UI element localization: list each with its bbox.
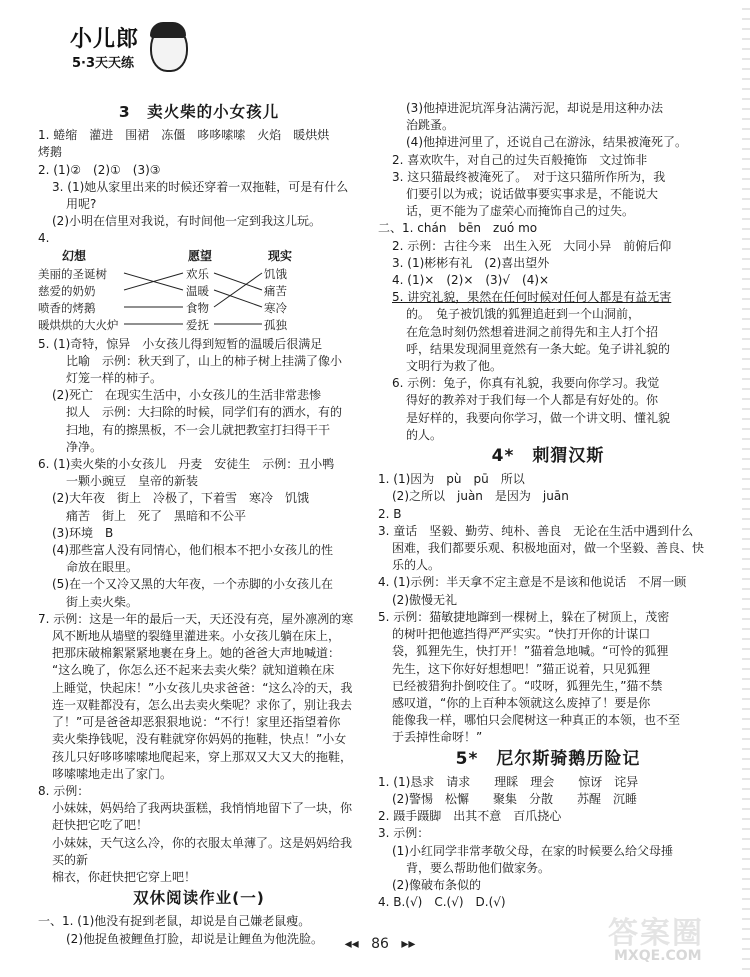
mascot-icon: [150, 24, 188, 72]
answer-line: 4.: [38, 231, 50, 246]
matching-item-fantasy: 慈爱的奶奶: [38, 283, 96, 298]
answer-line: 2. B: [378, 506, 402, 521]
answer-line: 们要引以为戒；说话做事要实事求是，不能说大: [406, 187, 659, 202]
answer-line: 3. 示例：: [378, 826, 430, 841]
page-edge: [742, 0, 750, 977]
answer-line: 小妹妹，天气这么冷，你的衣服太单薄了。这是妈妈给我买的新: [52, 835, 353, 867]
answer-line: 8. 示例：: [38, 783, 90, 798]
prev-arrows-icon: ◂◂: [344, 936, 359, 952]
answer-line: 于丢掉性命呀！”: [392, 730, 483, 745]
answer-line: (2)像破布条似的: [392, 877, 481, 892]
answer-line: 文明行为救了他。: [406, 359, 503, 374]
left-answers-2: [38, 336, 360, 887]
answer-line: 背，要么帮助他们做家务。: [406, 860, 551, 875]
left-answers-1: [38, 127, 360, 247]
answer-line: 街上卖火柴。: [66, 594, 139, 609]
matching-item-reality: 孤独: [264, 317, 287, 332]
matching-item-reality: 饥饿: [264, 266, 287, 281]
page-number-bar: [330, 936, 430, 952]
matching-diagram: [38, 248, 360, 334]
answer-line: 比喻 示例：秋天到了，山上的柿子树上挂满了像小: [66, 353, 343, 368]
answer-line: (2)傲慢无礼: [392, 592, 457, 607]
answer-line: (2)警惕 松懈 聚集 分散 苏醒 沉睡: [392, 791, 637, 806]
logo-title: 小儿郎: [70, 27, 140, 52]
right-answers-1: [378, 100, 718, 444]
answer-line: 了！”可是爸爸却恶狠狠地说：“不行！家里还指望着你: [52, 715, 341, 730]
watermark-url: MXQE.COM: [614, 948, 702, 964]
answer-line: 一、1. (1)他没有捉到老鼠，却说是自己嫌老鼠瘦。: [38, 914, 311, 929]
answer-line: 痛苦 街上 死了 黑暗和不公平: [66, 508, 247, 523]
matching-item-wish: 爱抚: [186, 317, 209, 332]
answer-line: (4)他掉进河里了，还说自己在游泳，结果被淹死了。: [406, 135, 688, 150]
answer-line: 赶快把它吃了吧！: [52, 818, 149, 833]
answer-line: 一颗小豌豆 皇帝的新装: [66, 474, 199, 489]
answer-line: (3)他掉进泥坑浑身沾满污泥，却说是用这种办法: [406, 101, 663, 115]
answer-line: 5. 示例：猫敏捷地蹿到一棵树上，躲在了树顶上，茂密: [378, 609, 670, 624]
answer-line: 上睡觉，快起床！”小女孩儿央求爸爸：“这么冷的天，我: [52, 680, 353, 695]
watermark-text: 答案圈: [608, 916, 704, 951]
lesson-4-title: 4* 刺猬汉斯: [491, 446, 605, 467]
answer-line: 3. 童话 坚毅、勤劳、纯朴、善良 无论在生活中遇到什么: [378, 523, 694, 538]
answer-line: 的树叶把他遮挡得严严实实。“快打开你的计谋口: [392, 627, 651, 642]
answer-line: 感叹道，“你的上百种本领就这么废掉了！要是你: [392, 695, 651, 710]
answer-line: 把那床破棉絮紧紧地裹在身上。她的爸爸大声地喊道：: [52, 646, 341, 661]
answer-line: (4)那些富人没有同情心，他们根本不把小女孩儿的性: [52, 543, 334, 558]
answer-line: 3. (1)彬彬有礼 (2)喜出望外: [392, 255, 550, 270]
matching-item-wish: 欢乐: [186, 266, 209, 281]
answer-line: 1. (1)恳求 请求 理睬 理会 惊讶 诧异: [378, 774, 639, 789]
answer-line: 能像我一样，哪怕只会爬树这一种真正的本领，也不至: [392, 713, 681, 728]
answer-line: 的人。: [406, 427, 443, 442]
answer-line: 4. (1)示例：半天拿不定主意是不是该和他说话 不屑一顾: [378, 575, 687, 590]
matching-header: 现实: [268, 248, 293, 263]
logo-subtitle: 5·3天天练: [72, 56, 135, 71]
answer-line: 拟人 示例：大扫除的时候，同学们有的洒水，有的: [66, 405, 343, 420]
left-answers-3: [38, 913, 360, 947]
watermark: [608, 908, 738, 970]
answer-line: 二、1. chán bēn zuó mo: [378, 221, 538, 236]
answer-line: 已经被猎狗扑倒咬住了。“哎呀，狐狸先生，”猫不禁: [392, 678, 663, 693]
answer-line: 卖火柴挣钱呢，没有鞋就穿你妈妈的拖鞋，快点！”小女: [52, 732, 347, 747]
answer-line: 孩儿只好哆哆嗦嗦地爬起来，穿上那双又大又大的拖鞋，: [52, 749, 353, 764]
answer-line: 1. 蜷缩 灌进 围裙 冻僵 哆哆嗦嗦 火焰 暖烘烘: [38, 128, 330, 143]
answer-line: (2)小明在信里对我说，有时间他一定到我这儿玩。: [52, 214, 321, 229]
answer-line: (2)之所以 juàn 是因为 juān: [392, 489, 569, 504]
answer-line: 困难，我们都要乐观、积极地面对，做一个坚毅、善良、快: [392, 541, 705, 556]
answer-line: 净净。: [66, 439, 103, 454]
answer-line: 得好的教养对于我们每一个人都是有好处的。你: [406, 393, 659, 408]
answer-line: 话，更不能为了虚荣心而掩饰自己的过失。: [406, 204, 635, 219]
lesson-5-title: 5* 尼尔斯骑鹅历险记: [455, 748, 641, 769]
answer-line: 5. (1)奇特，惊异 小女孩儿得到短暂的温暖后很满足: [38, 336, 323, 351]
logo: [66, 20, 186, 78]
left-column: [38, 100, 360, 948]
answer-line: 先生，这下你好好想想吧！”猫正说着，只见狐狸: [392, 661, 651, 676]
matching-item-reality: 痛苦: [264, 283, 287, 298]
answer-line: 乐的人。: [392, 558, 441, 573]
matching-item-fantasy: 美丽的圣诞树: [38, 266, 107, 281]
answer-line: 呼，结果发现洞里竟然有一条大蛇。兔子讲礼貌的: [406, 341, 671, 356]
answer-line: 4. (1)× (2)× (3)√ (4)×: [392, 273, 550, 288]
answer-line: 棉衣，你赶快把它穿上吧！: [52, 869, 197, 884]
answer-line: (5)在一个又冷又黑的大年夜，一个赤脚的小女孩儿在: [52, 577, 334, 592]
answer-line: 是好样的，我要向你学习，做一个讲文明、懂礼貌: [406, 410, 671, 425]
answer-line: (2)死亡 在现实生活中，小女孩儿的生活非常悲惨: [52, 388, 321, 403]
answer-line: 3. 这只猫最终被淹死了。 对于这只猫所作所为，我: [392, 169, 666, 184]
right-column: [378, 100, 718, 911]
answer-line: (2)他捉鱼被鲤鱼打脸，却说是让鲤鱼为他洗脸。: [66, 931, 323, 946]
answer-line: 2. 示例：古往今来 出生入死 大同小异 前俯后仰: [392, 238, 672, 253]
answer-line: (3)环境 B: [52, 525, 114, 540]
weekend-homework-title: 双休阅读作业(一): [133, 889, 265, 908]
answer-line: 哆嗦嗦地走出了家门。: [52, 766, 173, 781]
answer-line: 6. (1)卖火柴的小女孩儿 丹麦 安徒生 示例：丑小鸭: [38, 457, 335, 472]
answer-line: 在危急时刻仍然想着进洞之前得先和主人打个招: [406, 324, 659, 339]
matching-header: 幻想: [62, 248, 87, 263]
matching-item-fantasy: 喷香的烤鹅: [38, 300, 96, 315]
answer-line: 治跳蚤。: [406, 118, 455, 133]
answer-line: 扫地，有的擦黑板，不一会儿就把教室打扫得干干: [66, 422, 331, 437]
answer-line: “这么晚了，你怎么还不起来去卖火柴？就知道赖在床: [52, 663, 335, 678]
answer-line: 烤鹅: [38, 145, 63, 160]
page-number: 86: [371, 936, 389, 952]
answer-line: (1)小红同学非常孝敬父母，在家的时候要么给父母捶: [392, 843, 674, 858]
next-arrows-icon: ▸▸: [401, 936, 416, 952]
matching-item-wish: 食物: [186, 300, 209, 315]
answer-line: 2. 蹑手蹑脚 出其不意 百爪挠心: [378, 809, 562, 824]
answer-line: 袋，狐狸先生，快打开！”猫着急地喊。“可怜的狐狸: [392, 644, 669, 659]
answer-line: 2. (1)② (2)① (3)③: [38, 162, 161, 177]
answer-line: 的。 兔子被饥饿的狐狸追赶到一个山洞前，: [406, 307, 641, 322]
answer-line: 灯笼一样的柿子。: [66, 371, 163, 386]
answer-line: (2)大年夜 街上 冷极了，下着雪 寒冷 饥饿: [52, 491, 309, 506]
matching-item-fantasy: 暖烘烘的大火炉: [38, 317, 119, 332]
answer-line: 3. (1)她从家里出来的时候还穿着一双拖鞋，可是有什么用呢?: [52, 179, 349, 212]
matching-header: 愿望: [188, 248, 213, 263]
answer-line: 风不断地从墙壁的裂缝里灌进来。小女孩儿躺在床上，: [52, 629, 341, 644]
right-answers-2: [378, 471, 718, 746]
answer-line: 2. 喜欢吹牛，对自己的过失百般掩饰 文过饰非: [392, 152, 648, 167]
matching-item-reality: 寒冷: [264, 300, 287, 315]
answer-line: 4. B.(√) C.(√) D.(√): [378, 895, 506, 910]
answer-line: 7. 示例：这是一年的最后一天，天还没有亮，屋外凛冽的寒: [38, 611, 354, 626]
answer-line: 命放在眼里。: [66, 560, 139, 575]
answer-line: 5. 讲究礼貌，果然在任何时候对任何人都是有益无害: [392, 290, 672, 305]
answer-line: 连一双鞋都没有，怎么出去卖火柴呢？求你了，别让我去: [52, 697, 353, 712]
answer-line: 6. 示例：兔子，你真有礼貌，我要向你学习。我觉: [392, 376, 660, 391]
matching-item-wish: 温暖: [186, 283, 209, 298]
lesson-3-title: 3 卖火柴的小女孩儿: [118, 103, 280, 121]
answer-line: 小妹妹，妈妈给了我两块蛋糕，我悄悄地留下了一块，你: [52, 801, 353, 816]
answer-line: 1. (1)因为 pù pū 所以: [378, 472, 525, 487]
right-answers-3: [378, 774, 718, 912]
